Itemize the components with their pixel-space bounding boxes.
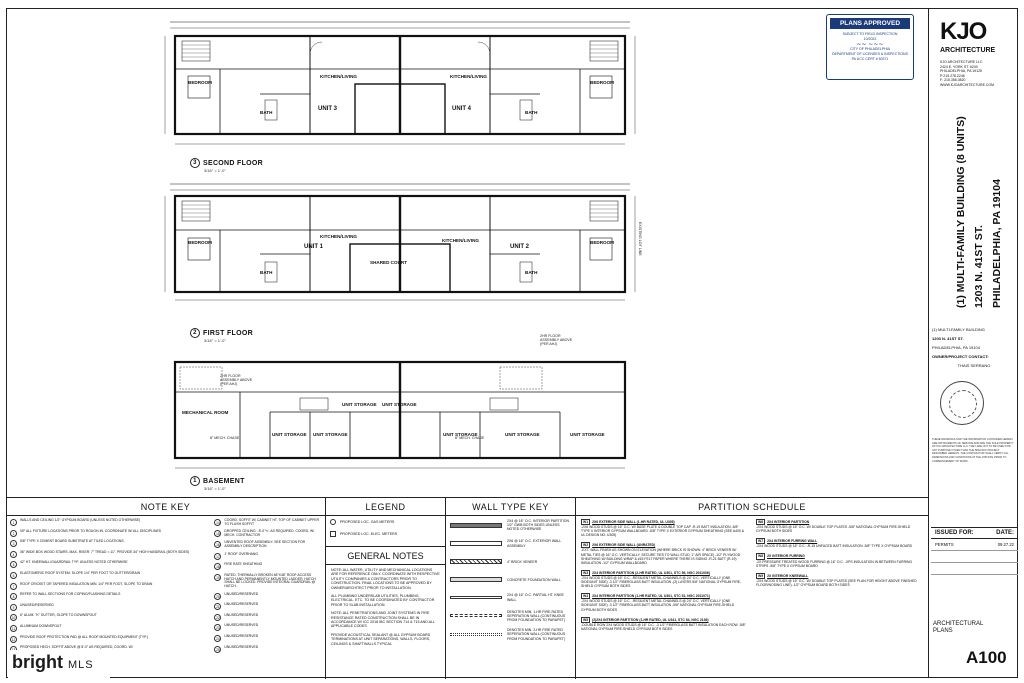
note-number: 1 <box>10 519 17 526</box>
note-number: 20 <box>216 594 220 599</box>
firm-line: PHILADELPHIA, PA 19125 <box>940 69 982 74</box>
note-text: VIF ALL FIXTURE LOCATIONS PRIOR TO ROUGH-IN. COORDINATE W/ ALL DISCIPLINES <box>20 528 161 533</box>
note-number: 14 <box>216 521 220 525</box>
partition-tag: W6 <box>758 520 764 524</box>
partition-title: 2X INTERIOR FURRING <box>767 554 805 559</box>
note-number: 6 <box>10 572 17 579</box>
legend-item <box>326 516 445 528</box>
firm-logo: KJO <box>940 18 987 45</box>
firm-line: F: 215.356.0820 <box>940 78 966 83</box>
plan-title-text: FIRST FLOOR <box>203 329 253 337</box>
note-key-item <box>214 603 321 610</box>
room-label-bath: BATH <box>525 270 538 275</box>
note-key-item <box>10 551 206 558</box>
partition-item <box>581 593 748 611</box>
note-key-item <box>214 646 321 653</box>
plan-title-text: BASEMENT <box>203 477 245 485</box>
room-label-bedroom: BEDROOM <box>188 80 212 85</box>
note-key-item <box>10 614 206 621</box>
partition-title: 2X4 INTERIOR PARTITION <box>767 520 810 524</box>
legend-item-label: PROPOSED LOC. ELEC. METERS <box>340 532 398 536</box>
note-number: 4 <box>10 551 17 558</box>
issued-header-label: ISSUED FOR: <box>935 530 974 536</box>
room-label-bath: BATH <box>260 110 273 115</box>
wall-type-label: 2X4 @ 16" O.C. INTERIOR PARTITION 1/2" GWB BOTH SIDES UNLESS NOTED OTHERWISE <box>507 519 570 532</box>
vertical-title-line: 1203 N. 41ST ST. <box>973 225 985 308</box>
note-number: 9 <box>10 604 17 611</box>
mls-watermark <box>8 650 110 678</box>
unit-label: UNIT 3 <box>318 106 338 112</box>
project-city: PHILADELPHIA, PA 19104 <box>932 345 980 350</box>
watermark-suffix: MLS <box>68 659 94 671</box>
unit-label: UNIT 4 <box>452 106 472 112</box>
room-label-shared-court: SHARED COURT <box>370 260 408 265</box>
note-text: UNVENTED ROOF ASSEMBLY: SEE SECTION FOR ASSEMBLY DESCRIPTION <box>224 540 306 549</box>
note-key-item <box>10 561 206 568</box>
issued-row <box>931 539 1018 551</box>
note-number: 12 <box>11 637 16 642</box>
partition-tag: W5 <box>583 617 589 622</box>
note-text: UNUSED/RESERVED <box>224 644 259 649</box>
second-floor-scale: 3/16" = 1'-0" <box>204 168 226 173</box>
lot-line-label: EXISTING LOT LINE <box>638 222 642 256</box>
note-key-item <box>10 625 206 632</box>
partition-item <box>581 617 748 631</box>
note-number: 15 <box>216 532 220 537</box>
drawing-number-marker: 1 <box>190 476 200 486</box>
partition-body: -DOUBLE ROW 2X4 WOOD STUDS @ 16" O.C. -3 1/2" FIBERGLASS BATT INSULATION EACH ROW -5/8" NATIONAL GYPSUM FIRE-SHIELD GYPSUM BOTH SIDES <box>581 622 746 631</box>
note-number: 23 <box>216 626 220 631</box>
stamp-date: 10/2022 <box>863 37 877 41</box>
note-key-item <box>214 553 321 560</box>
note-text: REFER TO WALL SECTIONS FOR COPING/FLASHING DETAILS <box>20 592 121 597</box>
contact-label: OWNER/PROJECT CONTACT: <box>932 354 989 359</box>
firm-logo-sub: ARCHITECTURE <box>940 47 996 54</box>
assembly-above-label: 2HR FLOOR ASSEMBLY ABOVE (PER AHJ) <box>540 334 573 346</box>
note-text: RATED, THERMALLY BROKEN 48"X48" ROOF ACCESS HATCH AND PERMANENTLY MOUNTED LADDER. HATCH SHALL BE LOCKED. PROVIDE INTEGRAL GUARDRAIL @ HATCH. <box>224 572 316 589</box>
partition-body: -2X6 WOOD STUDS @ 16" O.C. W/ BASE PLATE & DOUBLE TOP CAP -R-19 BATT INSULATION -5/8" TYPE X INTERIOR GYPSUM WALLBOARD -5/8" TYPE X EXTERIOR GYPSUM SHEATHING (SEE A400 & UL DESIGN NO. U305) <box>581 525 744 538</box>
note-key-item <box>214 541 321 549</box>
room-label-storage: UNIT STORAGE <box>272 432 307 437</box>
note-number: 17 <box>216 554 220 559</box>
electric-meter-icon <box>330 531 336 537</box>
general-note: ALL PLUMBING UNDERSLAB UTILITIES, PLUMBING, ELECTRICAL, ETC. TO BE COORDINATED BY CONTRACTOR PRIOR TO SLAB INSTALLATION. <box>331 594 435 607</box>
watermark-brand: bright <box>12 652 63 672</box>
note-text: FIRE RATE SHEATHING <box>224 562 263 567</box>
note-key-item <box>10 540 206 547</box>
room-label-kitchen: KITCHEN/LIVING <box>320 74 358 79</box>
room-label-kitchen: KITCHEN/LIVING <box>442 238 480 243</box>
legend-item-label: PROPOSED LOC. GAS METERS <box>340 520 395 524</box>
note-text: COORD. SOFFIT W/ CABINET HT. TOP OF CABINET UPPER TO FLUSH SOFFIT <box>224 518 320 526</box>
note-key-item <box>10 593 206 600</box>
wall-type-label: 4" BRICK VENEER <box>507 559 538 564</box>
room-label-storage: UNIT STORAGE <box>342 402 377 407</box>
partition-schedule-section <box>576 498 928 679</box>
wall-type-label: 2X4 @ 16" O.C. PARTIAL HT. KNEE WALL <box>507 593 564 602</box>
wall-swatch <box>450 523 502 528</box>
partition-tag: W2 <box>583 543 589 548</box>
sheet-title-line: PLANS <box>933 628 953 634</box>
note-text: ROOF CRICKET OR TAPERED INSULATION MIN. 1/4" PER FOOT, SLOPE TO DRAIN <box>20 581 153 586</box>
second-floor-plan <box>160 14 640 154</box>
first-floor-drawing <box>160 182 640 307</box>
room-label-bath: BATH <box>525 110 538 115</box>
general-notes-body <box>326 565 445 653</box>
firm-line: KJO ARCHITECTURE LLC <box>940 60 983 64</box>
wall-type-row <box>446 535 575 553</box>
note-text: WALLS AND CEILING 1/2" GYPSUM BOARD (UNLESS NOTED OTHERWISE) <box>20 518 141 522</box>
room-label-bedroom: BEDROOM <box>590 80 614 85</box>
note-key-item <box>10 530 206 537</box>
architect-seal <box>940 381 984 425</box>
room-label-storage: UNIT STORAGE <box>382 402 417 407</box>
note-text: PROPOSED HECH. SOFFIT ABOVE @ 8'-0" AS REQUIRED, COORD. W/ <box>20 645 133 650</box>
note-key-item <box>10 583 206 590</box>
basement-title <box>190 476 245 486</box>
note-number: 21 <box>216 605 220 610</box>
partition-tag: W1 <box>583 520 589 524</box>
note-number: 3 <box>10 540 17 547</box>
partition-item <box>756 553 923 567</box>
general-note: PROVIDE ACOUSTICAL SEALANT @ ALL GYPSUM BOARD TERMINATIONS AT UNIT SEPARATIONS, WALLS, FLOORS, CEILINGS & SHAFTWALLS TYPICAL <box>331 632 431 646</box>
partition-body: -EXT. WALL FINISH AS SHOWN ON ELEVATION (WHERE BRICK IS SHOWN: 4" BRICK VENEER W/ METAL TIES @ 16" O.C. VERTICALLY, SECURE TIES TO WALL STUD, 1" AIR SPACE) -1/2" PLYWOOD SHEATHING W/ BUILDING WRAP & #15 FELT PAPER WHERE THERE IS SIDING -R-21 BATT (R-19) INSULATION -1/2" GYPSUM WALLBOARD <box>581 548 741 565</box>
plan-title-text: SECOND FLOOR <box>203 159 263 167</box>
note-text: 42" HT. KNEEWALL/GUARDRAIL TYP. UNLESS NOTED OTHERWISE <box>20 560 128 565</box>
firm-line: 2424 E. YORK ST. #240 <box>940 64 978 69</box>
note-text: ELASTOMERIC ROOF SYSTEM. SLOPE 1/4" PER FOOT TO GUTTER/DRAIN <box>20 570 141 575</box>
note-number: 11 <box>11 626 16 631</box>
second-floor-title <box>190 158 263 168</box>
partition-item <box>581 519 748 537</box>
room-label-bedroom: BEDROOM <box>188 240 212 245</box>
note-key-item <box>214 574 321 589</box>
partition-title: 2X INTERIOR KNEEWALL <box>767 573 809 578</box>
wall-type-label: DENOTES MIN. 1-HR FIRE-RATED SEPERATION WALL (CONTINUOUS FROM FOUNDATION TO PARAPET) <box>507 609 566 623</box>
partition-tag: W3 <box>583 570 589 575</box>
drawing-number-marker: 3 <box>190 158 200 168</box>
note-number: 16 <box>216 543 220 548</box>
room-label-kitchen: KITCHEN/LIVING <box>450 74 488 79</box>
stamp-line: CITY OF PHILADELPHIA <box>850 47 890 51</box>
issued-for-table <box>931 527 1018 575</box>
partition-title: (2)2X4 INTERIOR PARTITION (1-HR RATED, UL U341, STC 54, NGC 2136) <box>592 617 709 622</box>
wall-type-row <box>446 625 575 644</box>
note-text: UNUSED/RESERVED <box>224 591 259 596</box>
partition-body: -2X4 WOOD STUDS @ 16" O.C. -RESILIENT METAL CHANNELS @ 24" O.C. VERTICALLY (ONE SIDE/UNIT SIDE) -3 1/2" FIBERGLASS BATT INSULATION -5/8" NATIONAL GYPSUM FIRE-SHIELD GYPSUM BOTH SIDES <box>581 599 735 612</box>
note-key-item <box>214 519 321 527</box>
partition-schedule-grid <box>576 516 928 639</box>
issued-row-empty <box>931 551 1018 563</box>
note-key-item <box>214 635 321 642</box>
stamp-line: PA UCC CERT # 50371 <box>851 57 889 61</box>
note-key-item <box>214 614 321 621</box>
note-key-item <box>10 604 206 611</box>
note-text: 1' ROOF OVERHANG <box>224 551 258 556</box>
wall-swatch <box>450 614 502 617</box>
project-address: 1203 N. 41ST ST. <box>932 336 964 341</box>
room-label-storage: UNIT STORAGE <box>505 432 540 437</box>
mech-chase-label: 8" MECH. CHASE <box>455 436 485 440</box>
wall-type-label: DENOTES MIN. 2-HR FIRE RATED SEPERATION WALL (CONTINUOUS FROM FOUNDATION TO PARAPET) <box>507 628 566 641</box>
stamp-title: PLANS APPROVED <box>830 18 910 29</box>
general-note: NOTE: ALL PENETRATIONS AND JOINT SYSTEMS IN FIRE RESISTANCE RATED CONSTRUCTION SHALL BE IN ACCORDANCE W/ ICC 2018 IBC SECTION 714 & 715 AND ALL APPLICABLE CODES <box>331 611 435 629</box>
partition-title: 2X6 EXTERIOR SIDE WALL (UNRATED) <box>592 543 656 548</box>
partition-schedule-title: PARTITION SCHEDULE <box>576 498 928 516</box>
partition-body: -2X4 WOOD STUDS @ 16" O.C. W/ DOUBLE TOP PLATES (SEE PLAN FOR HEIGHT ABOVE FINISHED FLOOR/NOSING LINE) -1/2" GYPSUM BOARD BOTH SIDES <box>756 578 917 587</box>
note-key-title: NOTE KEY <box>6 498 325 516</box>
wall-swatch <box>450 559 502 564</box>
mech-chase-label: 8" MECH. CHASE <box>210 436 240 440</box>
partition-body: -2X4 WOOD STUDS @ 16" O.C. -RESILIENT METAL CHANNELS @ 24" O.C. VERTICALLY (ONE SIDE/UNIT SIDE) -3 1/2" FIBERGLASS BATT INSULATION -(2) LAYERS 5/8" NATIONAL GYPSUM FIRE-SHIELD GYPSUM BOTH SIDES <box>581 575 742 589</box>
first-floor-title <box>190 328 253 338</box>
note-number: 2 <box>10 530 17 537</box>
legend-section <box>326 498 446 679</box>
note-text: 36" WIDE BOX WOOD STAIRS. MAX. RISER: 7" TREAD = 11". PROVIDE 34" HIGH HANDRAIL (BOTH SIDES) <box>20 549 190 554</box>
issued-row-label: PERMITS <box>935 542 954 547</box>
wall-type-label: CONCRETE FOUNDATION WALL <box>507 577 561 582</box>
partition-tag: W9 <box>758 573 764 578</box>
room-label-bath: BATH <box>260 270 273 275</box>
stamp-signature: ~~ ~~~ <box>856 41 884 48</box>
sheet-title-line: ARCHITECTURAL <box>933 621 984 627</box>
partition-tag: W4 <box>583 594 589 599</box>
wall-type-row <box>446 589 575 607</box>
vertical-title-line: (1) MULTI-FAMILY BUILDING (8 UNITS) <box>955 116 967 308</box>
note-key-item <box>214 624 321 631</box>
note-text: 5/8" TYPE X CEMENT BOARD SUBSTRATE AT TILED LOCATIONS. <box>20 539 125 544</box>
wall-type-key-title: WALL TYPE KEY <box>446 498 575 516</box>
partition-tag: W8 <box>758 554 764 559</box>
partition-item <box>581 570 748 588</box>
partition-body: -2X4 WOOD STUDS @ 16" O.C. W/ DOUBLE TOP PLATES -5/8" NATIONAL GYPSUM FIRE-SHIELD GYPSUM BOTH SIDES <box>756 525 911 534</box>
stamp-line: SUBJECT TO FIELD INSPECTION <box>842 32 898 36</box>
legend-title: LEGEND <box>326 498 445 516</box>
room-label-storage: UNIT STORAGE <box>570 432 605 437</box>
first-floor-scale: 3/16" = 1'-0" <box>204 338 226 343</box>
partition-title: 2X4 INTERIOR PARTITION (1-HR RATED, UL U301, STC 51, NGC 2011071) <box>592 594 710 599</box>
schedules-band <box>6 497 928 678</box>
date-header-label: DATE: <box>996 530 1014 536</box>
drawing-number-marker: 2 <box>190 328 200 338</box>
project-info <box>932 325 1016 370</box>
note-number: 24 <box>216 636 220 641</box>
room-label-storage: UNIT STORAGE <box>313 432 348 437</box>
room-label-kitchen: KITCHEN/LIVING <box>320 234 358 239</box>
sheet-number: A100 <box>966 648 1007 667</box>
partition-item <box>756 573 923 587</box>
basement-drawing <box>160 350 640 475</box>
partition-title: 2X6 EXTERIOR SIDE WALL (1-HR RATED, UL U305) <box>592 520 675 524</box>
issued-header <box>931 528 1018 539</box>
basement-scale: 3/16" = 1'-0" <box>204 486 226 491</box>
note-text: UNUSED/RESERVED <box>224 623 259 628</box>
note-number: 22 <box>216 615 220 620</box>
note-key-left <box>6 516 210 660</box>
partition-title: 2X4 INTERIOR FURRING WALL <box>767 539 818 544</box>
gas-meter-icon <box>330 519 336 525</box>
wall-type-label: 2X6 @ 16" O.C. EXTERIOR WALL ASSEMBLY <box>507 539 562 548</box>
room-label-mechanical: MECHANICAL ROOM <box>182 410 229 415</box>
partition-title: 2X4 INTERIOR PARTITION (2-HR RATED, UL U301, STC 56, NGC 2011006) <box>592 570 710 575</box>
firm-line: P:215.278.2246 <box>940 73 965 78</box>
room-label-storage: UNIT STORAGE <box>443 432 478 437</box>
note-key-item <box>10 636 206 643</box>
note-text: PROVIDE ROOF PROTECTION PAD @ ALL ROOF MOUNTED EQUIPMENT (TYP.) <box>20 634 149 639</box>
partition-col-left <box>581 519 748 636</box>
general-note: NOTE: ALL WATER, UTILITY AND MECHANICAL LOCATIONS ARE FOR REFERENCE ONLY. COORDINATE WITH RESPECTIVE UTILITY COMPANIES & CONTRACTORS PRIOR TO CONSTRUCTION. FINAL LOCATIONS TO BE APPROVED BY OWNER/ARCHITECT PRIOR TO INSTALLATION. <box>331 568 440 590</box>
wall-swatch <box>450 596 502 599</box>
assembly-above-label: 2HR FLOOR ASSEMBLY ABOVE (PER AHJ) <box>220 374 253 386</box>
first-floor-plan <box>160 182 640 307</box>
wall-type-row <box>446 607 575 626</box>
note-text: UNUSED/RESERVED <box>20 602 54 607</box>
partition-col-right <box>756 519 923 636</box>
general-notes-title: GENERAL NOTES <box>326 546 445 565</box>
wall-type-row <box>446 553 575 571</box>
wall-type-row <box>446 571 575 589</box>
note-key-item <box>214 593 321 600</box>
room-label-bedroom: BEDROOM <box>590 240 614 245</box>
unit-label: UNIT 2 <box>510 244 530 250</box>
note-number: 10 <box>11 616 16 621</box>
note-key-columns <box>6 516 325 660</box>
partition-body: -2X4 WOOD STUDS @ 16" O.C. -R-15 UNFACED BATT INSULATION -5/8" TYPE X GYPSUM BOARD <box>756 544 913 549</box>
note-text: ALUMINUM DOWNSPOUT <box>20 623 62 628</box>
note-number: 8 <box>10 593 17 600</box>
stamp-line: DEPARTMENT OF LICENSES & INSPECTIONS <box>832 52 908 56</box>
copyright-notice: THESE DRAWINGS AND THE INFORMATION CONTAINED HEREIN ARE INSTRUMENTS OF SERVICE AND ARE THE SOLE PROPERTY OF KJO ARCHITECTURE LLC. THEY ARE NOT TO BE USED FOR ANY PURPOSE OTHER THAN THE SPECIFIC PROJECT DESCRIBED HEREON. THE CONTRACTOR SHALL VERIFY ALL DIMENSIONS AND CONDITIONS AT THE JOB SITE PRIOR TO COMMENCEMENT OF WORK. <box>932 438 1014 463</box>
note-key-item <box>214 563 321 570</box>
note-key-item <box>10 519 206 526</box>
note-text: UNUSED/RESERVED <box>224 602 259 607</box>
unit-label: UNIT 1 <box>304 244 324 250</box>
note-text: UNUSED/RESERVED <box>224 612 259 617</box>
project-desc: (1) MULTI-FAMILY BUILDING <box>932 327 985 332</box>
issued-row-empty <box>931 563 1018 575</box>
note-key-item <box>214 530 321 538</box>
partition-tag: W7 <box>758 539 764 544</box>
firm-line: WWW.KJOARCHITECTURE.COM <box>940 82 995 87</box>
note-number: 18 <box>216 565 220 570</box>
legend-item <box>326 528 445 540</box>
partition-body: -2X PRESSURE TREATED WOOD FURRING @ 16" O.C. -XPS INSULATION IN BETWEEN FURRING STRIPS -5/8" TYPE X GYPSUM BOARD <box>756 559 913 568</box>
partition-item <box>756 538 923 548</box>
note-text: 6" ALUM. "K" GUTTER, SLOPE TO DOWNSPOUT <box>20 613 97 618</box>
firm-address <box>940 60 994 88</box>
vertical-project-title <box>955 116 1015 310</box>
wall-type-row <box>446 516 575 535</box>
note-number: 5 <box>10 561 17 568</box>
plans-approved-stamp <box>826 14 914 80</box>
vertical-title-line: PHILADELPHIA, PA 19104 <box>991 179 1003 308</box>
note-number: 7 <box>10 583 17 590</box>
second-floor-drawing <box>160 14 640 154</box>
note-key-right <box>210 516 325 660</box>
note-number: 19 <box>216 575 220 580</box>
note-number: 25 <box>216 647 220 652</box>
note-text: DROPPED CEILING - 8'-0"+/- AS REQUIRED. COORD. W/ MECH. CONTRACTOR <box>224 529 315 537</box>
sheet-title <box>933 621 983 635</box>
wall-swatch <box>450 633 502 636</box>
issued-row-date: 09.27.22 <box>997 542 1014 547</box>
contact-name: THAIS SERRANO <box>957 363 991 368</box>
wall-swatch <box>450 577 502 582</box>
note-text: UNUSED/RESERVED <box>224 633 259 638</box>
partition-item <box>756 519 923 533</box>
wall-type-key-section <box>446 498 576 679</box>
partition-item <box>581 542 748 564</box>
wall-swatch <box>450 541 502 546</box>
note-key-item <box>10 572 206 579</box>
